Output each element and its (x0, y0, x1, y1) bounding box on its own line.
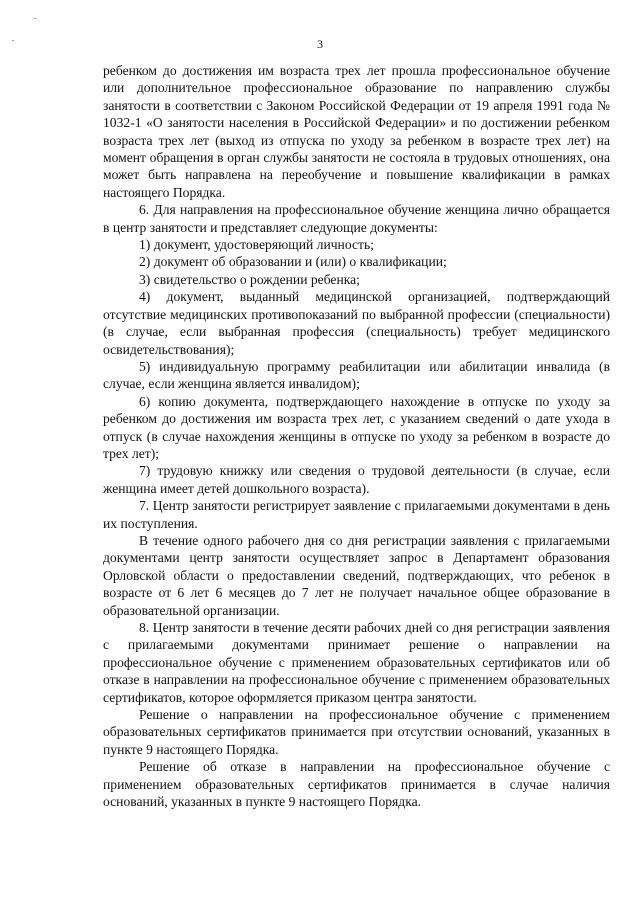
scan-speck (34, 18, 36, 19)
list-item: 2) документ об образовании и (или) о квалификации; (139, 254, 447, 270)
paragraph: Решение о направлении на профессиональное обучение с применением образовательных сертификатов принимается при отсутствии оснований, указанных в пункте 9 настоящего Порядка. (103, 707, 610, 757)
list-item: 1) документ, удостоверяющий личность; (139, 237, 374, 253)
paragraph: 6. Для направления на профессиональное обучение женщина лично обращается в центр занятости и представляет следующие документы: (103, 202, 610, 235)
paragraph: ребенком до достижения им возраста трех лет прошла профессиональное обучение или дополнительное профессиональное образование по направлению службы занятости в соответствии с Законом Российской Федерации от 19 апреля 1991 года № 1032-1 «О занятости населения в Российской Федерации» и по достижении ребенком возраста трех лет (выход из отпуска по уходу за ребенком в возрасте трех лет) на момент обращения в орган службы занятости не состояла в трудовых отношениях, она может быть направлена на переобучение и повышение квалификации в рамках настоящего Порядка. (103, 63, 610, 200)
list-item: 4) документ, выданный медицинской организацией, подтверждающий отсутствие медицинских противопоказаний по выбранной профессии (специальности) (в случае, если выбранная профессия (специальность) требует медицинского освидетельствования); (103, 289, 610, 357)
page-number: 3 (317, 37, 323, 51)
paragraph: 8. Центр занятости в течение десяти рабочих дней со дня регистрации заявления с прилагаемыми документами принимает решение о направлении на профессиональное обучение с применением образовательных сертификатов или об отказе в направлении на профессиональное обучение с применением образовательных сертификатов, которое оформляется приказом центра занятости. (103, 620, 610, 705)
list-item: 5) индивидуальную программу реабилитации или абилитации инвалида (в случае, если женщина является инвалидом); (103, 358, 610, 392)
paragraph: 7. Центр занятости регистрирует заявление с прилагаемыми документами в день их поступления. (103, 498, 610, 531)
list-item: 6) копию документа, подтверждающего нахождение в отпуске по уходу за ребенком до достижения им возраста трех лет, с указанием сведений о дате ухода в отпуск (в случае нахождения женщины в отпуске по уходу за ребенком в возрасте до трех лет); (103, 393, 610, 461)
paragraph: Решение об отказе в направлении на профессиональное обучение с применением образовательных сертификатов принимается в случае наличия оснований, указанных в пункте 9 настоящего Порядка. (103, 759, 610, 810)
list-item: 3) свидетельство о рождении ребенка; (139, 271, 360, 287)
document-body (103, 62, 610, 810)
list-item: 7) трудовую книжку или сведения о трудовой деятельности (в случае, если женщина имеет детей дошкольного возраста). (103, 463, 610, 496)
paragraph: В течение одного рабочего дня со дня регистрации заявления с прилагаемыми документами центр занятости осуществляет запрос в Департамент образования Орловской области о предоставлении сведений, подтверждающих, что ребенок в возрасте от 6 лет 6 месяцев до 7 лет не получает начальное общее образование в образовательной организации. (103, 532, 610, 618)
